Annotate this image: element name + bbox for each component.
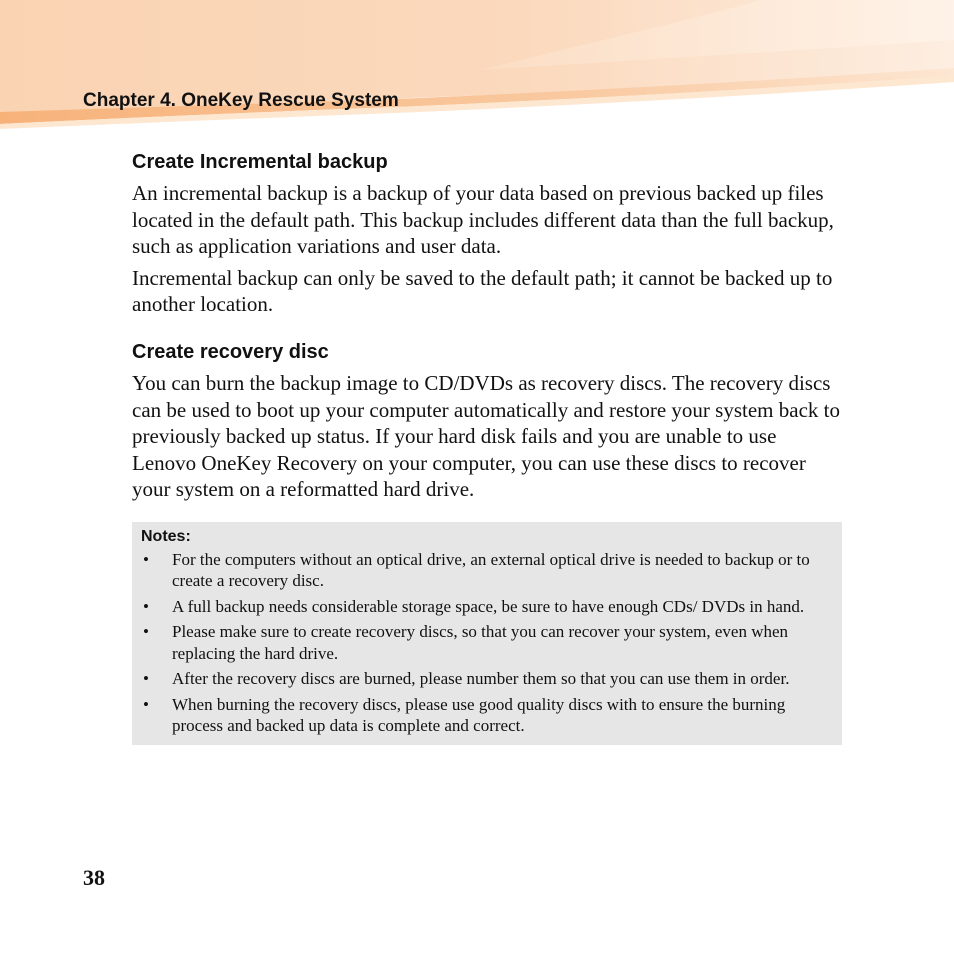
note-text: A full backup needs considerable storage space, be sure to have enough CDs/ DVDs in hand. (172, 596, 805, 616)
bullet-icon: • (143, 694, 149, 714)
note-text: Please make sure to create recovery discs, so that you can recover your system, even when replacing the hard drive. (172, 622, 789, 663)
bullet-icon: • (143, 669, 149, 689)
recovery-disc-paragraph: You can burn the backup image to CD/DVDs as recovery discs. The recovery discs can be used to boot up your computer automatically and restore your system back to previously backed up status. If your hard disk fails and you are unable to use Lenovo OneKey Recovery on your computer, you can use these discs to recover your system on a reformatted hard drive. (132, 370, 840, 502)
bullet-icon: • (143, 596, 149, 616)
notes-title: Notes: (141, 527, 191, 545)
note-item (141, 694, 832, 737)
notes-list (141, 549, 832, 737)
note-item (141, 621, 832, 664)
note-item (141, 596, 832, 618)
bullet-icon: • (143, 622, 149, 642)
note-item (141, 668, 832, 690)
chapter-title: Chapter 4. OneKey Rescue System (83, 90, 399, 111)
note-item (141, 549, 832, 592)
incremental-backup-paragraph-1: An incremental backup is a backup of your data based on previous backed up files located in the default path. This backup includes different data than the full backup, such as application variations and user data. (132, 181, 834, 259)
incremental-backup-paragraph-2: Incremental backup can only be saved to the default path; it cannot be backed up to another location. (132, 265, 833, 317)
page-number: 38 (83, 865, 105, 890)
section-heading-recovery-disc: Create recovery disc (132, 340, 329, 363)
header-swoosh-decoration (0, 0, 954, 135)
note-text: After the recovery discs are burned, please number them so that you can use them in order. (172, 669, 790, 689)
section-heading-incremental-backup: Create Incremental backup (132, 151, 388, 173)
section-spacer (132, 318, 844, 339)
page-content (132, 149, 844, 745)
bullet-icon: • (143, 549, 149, 569)
note-text: When burning the recovery discs, please use good quality discs with to ensure the burning process and backed up data is complete and correct. (172, 694, 786, 736)
note-text: For the computers without an optical drive, an external optical drive is needed to backup or to create a recovery disc. (172, 549, 810, 591)
notes-box (132, 522, 842, 745)
